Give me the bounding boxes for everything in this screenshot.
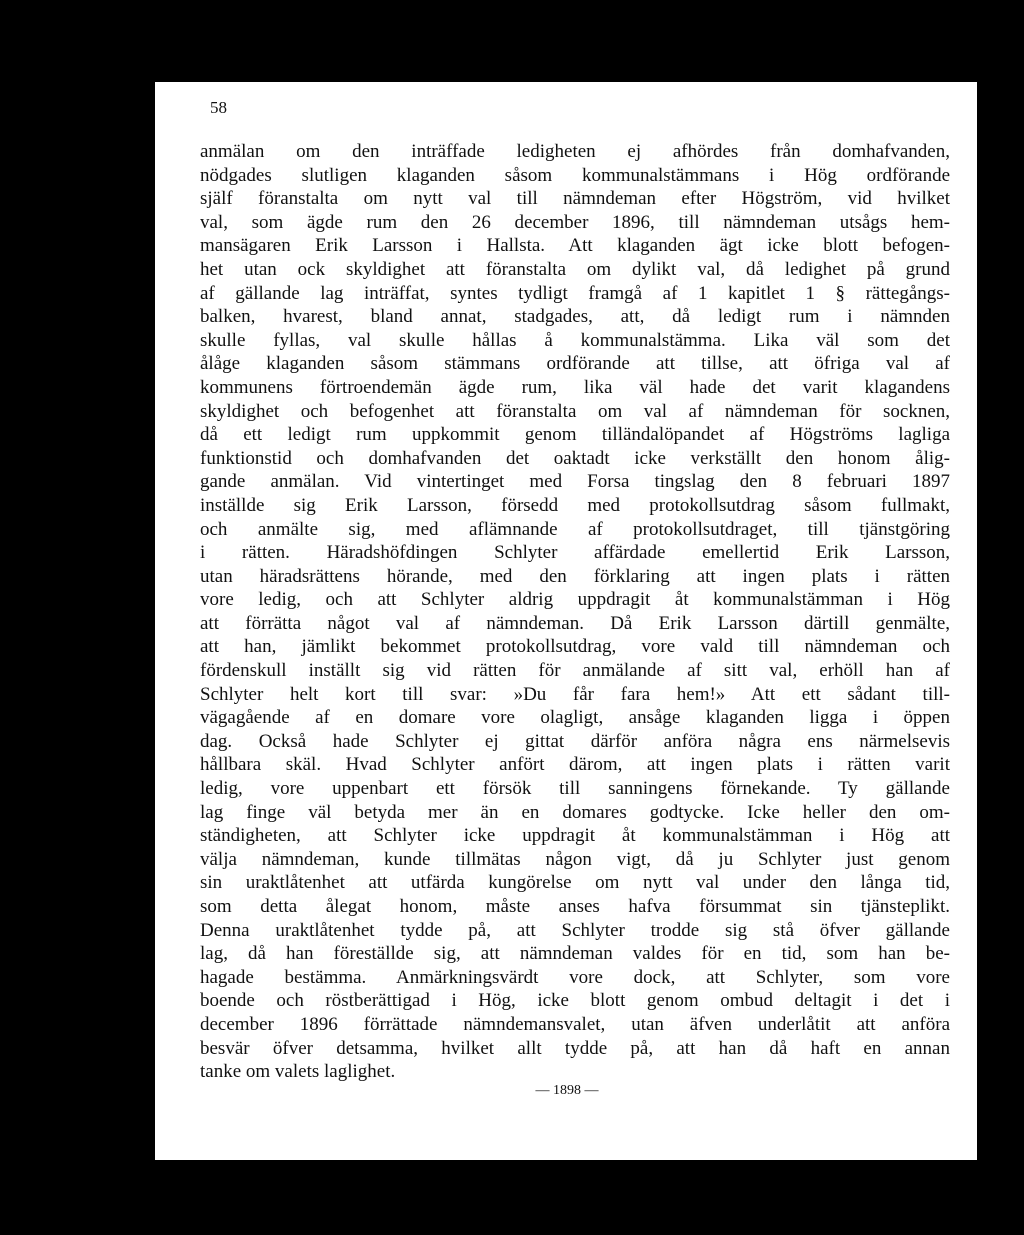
text-line: skyldighet och befogenhet att föranstalta om val af nämndeman för socknen, <box>200 400 950 422</box>
body-text <box>200 140 950 1084</box>
text-line: val, som ägde rum den 26 december 1896, till nämndeman utsågs hem- <box>200 211 950 233</box>
text-line: hållbara skäl. Hvad Schlyter anfört därom, att ingen plats i rätten varit <box>200 754 950 776</box>
text-line: då ett ledigt rum uppkommit genom tilländalöpandet af Högströms lagliga <box>200 424 950 446</box>
text-line: skulle fyllas, val skulle hållas å kommunalstämma. Lika väl som det <box>200 329 950 351</box>
text-line: att förrätta något val af nämndeman. Då Erik Larsson därtill genmälte, <box>200 612 950 634</box>
text-line: kommunens förtroendemän ägde rum, lika väl hade det varit klagandens <box>200 376 950 398</box>
text-line: att han, jämlikt bekommet protokollsutdrag, vore vald till nämndeman och <box>200 636 950 658</box>
text-line: nödgades slutligen klaganden såsom kommunalstämmans i Hög ordförande <box>200 164 950 186</box>
text-line: dag. Också hade Schlyter ej gittat därför anföra några ens närmelsevis <box>200 730 950 752</box>
text-line: lag, då han föreställde sig, att nämndeman valdes för en tid, som han be- <box>200 943 950 965</box>
text-line: balken, hvarest, bland annat, stadgades, att, då ledigt rum i nämnden <box>200 306 950 328</box>
text-line: af gällande lag inträffat, syntes tydligt framgå af 1 kapitlet 1 § rättegångs- <box>200 282 950 304</box>
text-line: lag finge väl betyda mer än en domares godtycke. Icke heller den om- <box>200 801 950 823</box>
text-line: utan häradsrättens hörande, med den förklaring att ingen plats i rätten <box>200 565 950 587</box>
text-line: välja nämndeman, kunde tillmätas någon vigt, då ju Schlyter just genom <box>200 848 950 870</box>
text-line: besvär öfver detsamma, hvilket allt tydde på, att han då haft en annan <box>200 1037 950 1059</box>
text-line: sin uraktlåtenhet att utfärda kungörelse om nytt val under den långa tid, <box>200 872 950 894</box>
text-line: anmälan om den inträffade ledigheten ej afhördes från domhafvanden, <box>200 141 950 162</box>
text-line: och anmälte sig, med aflämnande af protokollsutdraget, till tjänstgöring <box>200 518 950 540</box>
text-line: tanke om valets laglighet. <box>200 1061 396 1083</box>
text-line: mansägaren Erik Larsson i Hallsta. Att klaganden ägt icke blott befogen- <box>200 235 950 257</box>
text-line: hagade bestämma. Anmärkningsvärdt vore dock, att Schlyter, som vore <box>200 966 950 988</box>
text-line: som detta ålegat honom, måste anses hafva försummat sin tjänsteplikt. <box>200 896 950 917</box>
text-line: Schlyter helt kort till svar: »Du får fara hem!» Att ett sådant till- <box>200 683 950 705</box>
footer-year-mark: — 1898 — <box>535 1083 599 1098</box>
text-line: fördenskull inställt sig vid rätten för anmälande af sitt val, erhöll han af <box>200 660 950 682</box>
text-line: het utan ock skyldighet att föranstalta om dylikt val, då ledighet på grund <box>200 258 950 280</box>
text-line: gande anmälan. Vid vintertinget med Forsa tingslag den 8 februari 1897 <box>200 471 950 493</box>
text-line: själf föranstalta om nytt val till nämndeman efter Högström, vid hvilket <box>200 188 950 210</box>
text-line: funktionstid och domhafvanden det oaktadt icke verkställt den honom ålig- <box>200 447 950 469</box>
text-line: ständigheten, att Schlyter icke uppdragit åt kommunalstämman i Hög att <box>200 825 950 847</box>
text-line: vägagående af en domare vore olagligt, ansåge klaganden ligga i öppen <box>200 707 950 729</box>
text-line: ledig, vore uppenbart ett försök till sanningens förnekande. Ty gällande <box>200 778 950 800</box>
text-line: boende och röstberättigad i Hög, icke blott genom ombud deltagit i det i <box>200 990 950 1012</box>
text-line: inställde sig Erik Larsson, försedd med protokollsutdrag såsom fullmakt, <box>200 494 950 516</box>
page-number: 58 <box>210 98 227 117</box>
text-line: Denna uraktlåtenhet tydde på, att Schlyter trodde sig stå öfver gällande <box>200 919 950 941</box>
text-line: december 1896 förrättade nämndemansvalet, utan äfven underlåtit att anföra <box>200 1013 950 1035</box>
text-line: vore ledig, och att Schlyter aldrig uppdragit åt kommunalstämman i Hög <box>200 589 950 611</box>
text-line: ålåge klaganden såsom stämmans ordförande att tillse, att öfriga val af <box>200 353 950 375</box>
text-line: i rätten. Häradshöfdingen Schlyter affärdade emellertid Erik Larsson, <box>200 542 950 564</box>
